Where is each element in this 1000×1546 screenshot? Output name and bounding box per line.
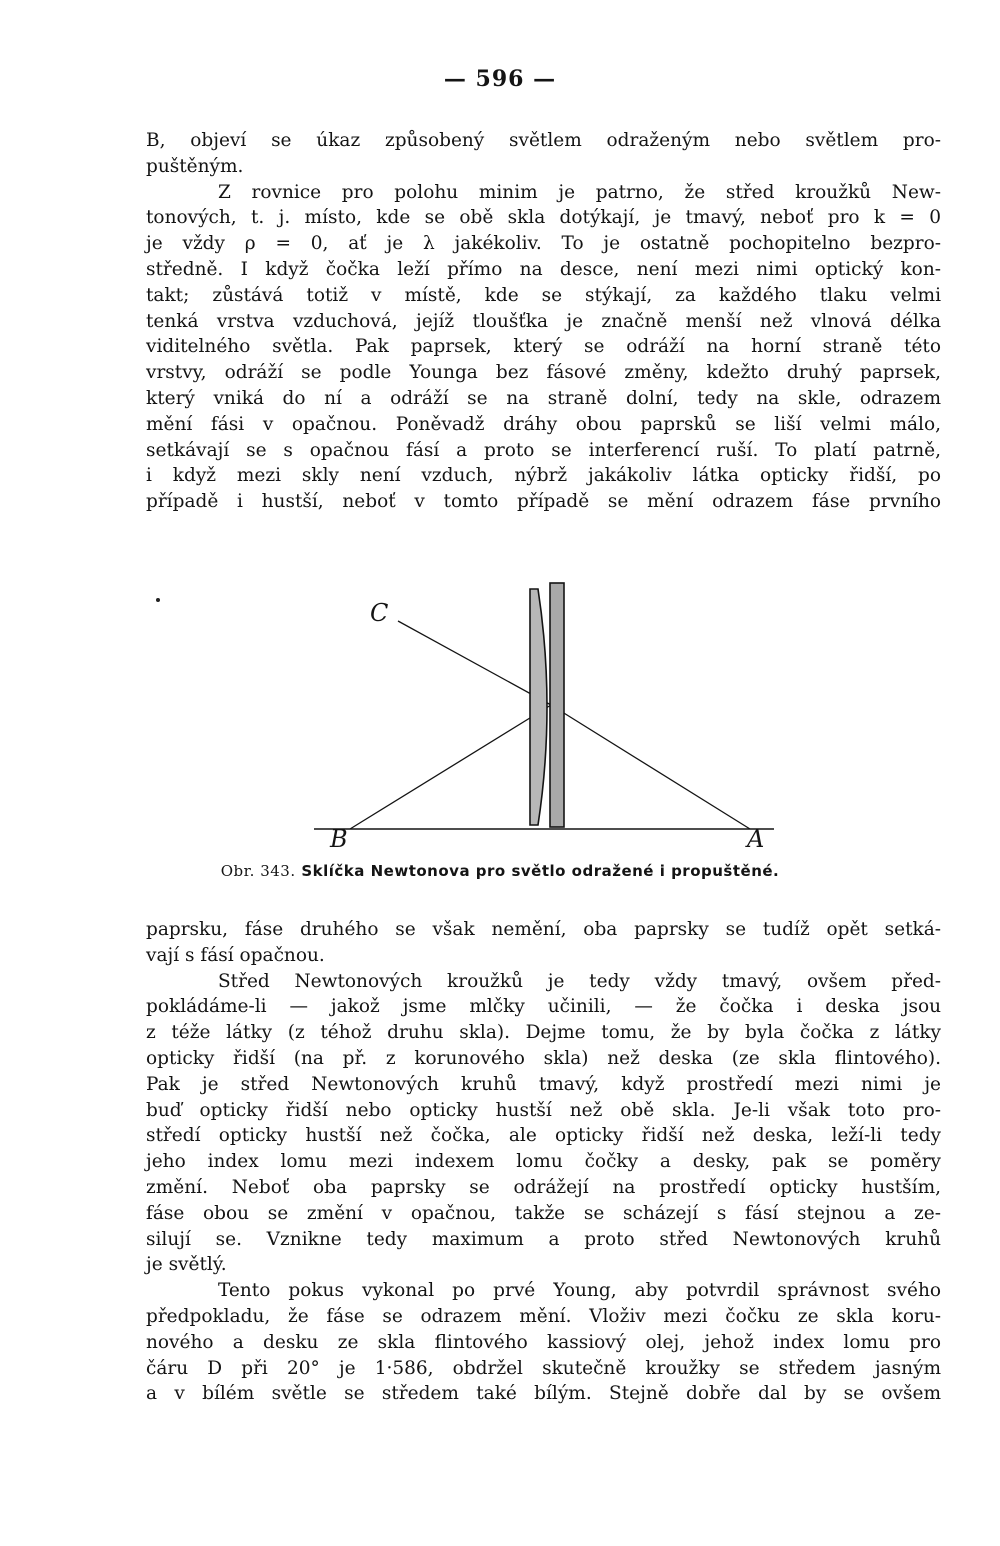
text-line: tenká vrstva vzduchová, jejíž tloušťka je značně menší než vlnová délka [146,310,941,332]
label-a: A [747,825,765,853]
text-line: viditelného světla. Pak paprsek, který se odráží na horní straně této [146,336,941,358]
text-line: Tento pokus vykonal po prvé Young, aby potvrdil správnost svého [218,1280,941,1302]
incident-ray-c [398,621,551,705]
text-line: změní. Neboť oba paprsky se odrážejí na prostředí opticky hustším, [146,1176,941,1198]
text-line: B, objeví se úkaz způsobený světlem odraženým nebo světlem pro- [146,130,941,151]
text-line: nového a desku ze skla flintového kassiový olej, jehož index lomu pro [146,1331,941,1353]
reflected-ray-b [350,705,551,829]
transmitted-ray-a [551,705,750,829]
text-line: předpokladu, že fáse se odrazem mění. Vloživ mezi čočku ze skla koru- [146,1305,941,1327]
text-line: a v bílém světle se středem také bílým. Stejně dobře dal by se ovšem [146,1383,941,1405]
text-line: pokládáme-li — jakož jsme mlčky učinili, — že čočka i deska jsou [146,996,941,1018]
text-line: je vždy ρ = 0, ať je λ jakékoliv. To je ostatně pochopitelno bezpro- [146,233,941,255]
text-line: případě i hustší, neboť v tomto případě se mění odrazem fáse prvního [146,491,941,513]
caption-number: Obr. 343. [220,862,296,880]
label-c: C [370,599,389,627]
text-line: takt; zůstává totiž v místě, kde se stýkají, za každého tlaku velmi [146,284,941,306]
text-line: fáse obou se změní v opačnou, takže se scházejí s fásí stejnou a ze- [146,1202,941,1224]
text-line: setkávají se s opačnou fásí a proto se interferencí ruší. To platí patrně, [146,439,941,461]
text-line: Střed Newtonových kroužků je tedy vždy tmavý, ovšem před- [218,970,941,992]
text-line: Pak je střed Newtonových kruhů tmavý, když prostředí mezi nimi je [146,1073,941,1095]
text-line: z téže látky (z téhož druhu skla). Dejme tomu, že by byla čočka z látky [146,1022,941,1044]
page-number: — 596 — [443,66,557,92]
lens [530,589,547,825]
text-block-top [146,128,941,515]
text-line: který vniká do ní a odráží se na straně dolní, tedy na skle, odrazem [146,387,941,409]
caption-text: Sklíčka Newtonova pro světlo odražené i propuštěné. [301,862,780,880]
text-line: vrstvy, odráží se podle Younga bez fásové změny, kdežto druhý paprsek, [146,362,941,384]
text-line: středí opticky hustší než čočka, ale opticky řidší než deska, leží-li tedy [146,1125,941,1147]
label-b: B [330,825,348,853]
text-line: Z rovnice pro polohu minim je patrno, že střed kroužků New- [218,181,941,203]
text-block-bottom [146,917,941,1407]
text-line: jeho index lomu mezi indexem lomu čočky a desky, pak se poměry [146,1151,941,1173]
text-line: buď opticky řidší nebo opticky hustší než obě skla. Je-li však toto pro- [146,1099,941,1121]
print-speck [156,598,160,602]
text-line: paprsku, fáse druhého se však nemění, oba paprsky se tudíž opět setká- [146,919,941,940]
glass-plate [550,583,564,827]
text-line: silují se. Vznikne tedy maximum a proto střed Newtonových kruhů [146,1228,941,1250]
text-line: je světlý. [146,1254,227,1276]
figure-caption [0,862,1000,880]
newton-rings-figure [300,575,800,865]
text-line: tonových, t. j. místo, kde se obě skla dotýkají, je tmavý, neboť pro k = 0 [146,207,941,229]
text-line: vají s fásí opačnou. [146,944,325,966]
text-line: středně. I když čočka leží přímo na desce, není mezi nimi optický kon- [146,258,941,280]
text-line: i když mezi skly není vzduch, nýbrž jakákoliv látka opticky řidší, po [146,465,941,487]
text-line: čáru D při 20° je 1·586, obdržel skutečně kroužky se středem jasným [146,1357,941,1379]
text-line: puštěným. [146,155,244,177]
text-line: mění fási v opačnou. Poněvadž dráhy obou paprsků se liší velmi málo, [146,413,941,435]
text-line: opticky řidší (na př. z korunového skla) než deska (ze skla flintového). [146,1047,941,1069]
